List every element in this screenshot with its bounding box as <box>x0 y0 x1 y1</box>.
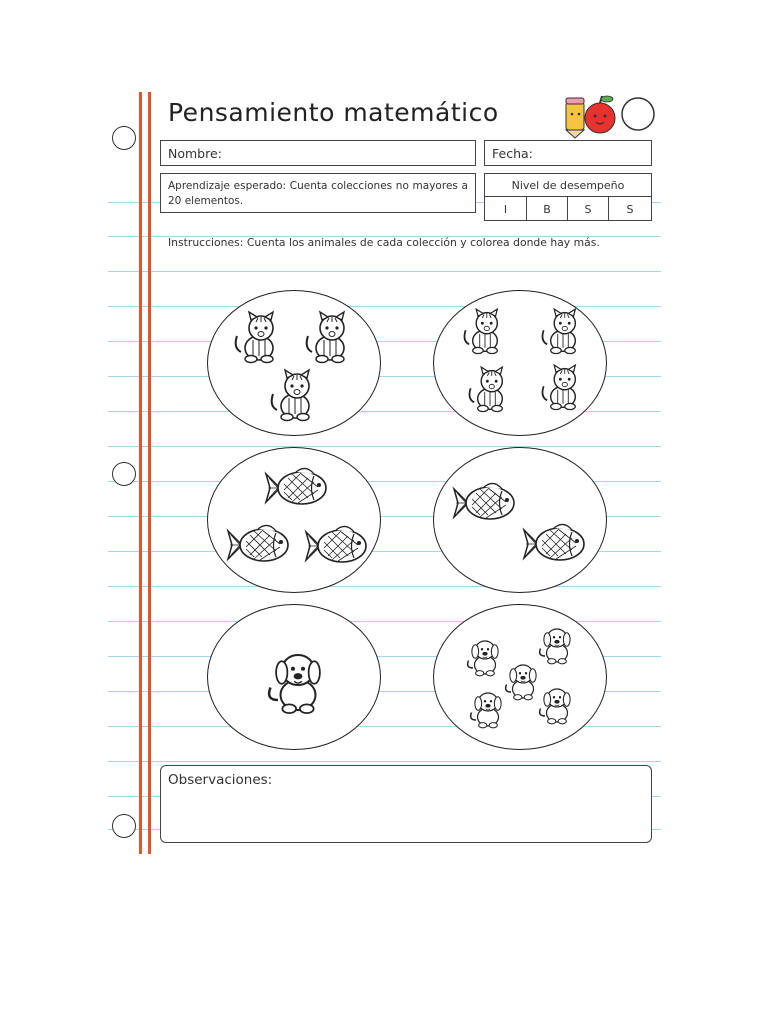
cat-icon <box>307 312 344 363</box>
level-cell-1[interactable]: I <box>485 197 527 221</box>
fish-icon <box>454 483 514 519</box>
date-label: Fecha: <box>492 146 533 161</box>
level-cell-2[interactable]: B <box>527 197 568 221</box>
level-cell-4[interactable]: S <box>626 202 634 216</box>
page-title: Pensamiento matemático <box>168 98 499 127</box>
instructions: Instrucciones: Cuenta los animales de cada colección y colorea donde hay más. <box>168 236 600 249</box>
cat-icon <box>272 370 309 421</box>
dog-icon <box>506 665 536 700</box>
dog-icon <box>540 629 570 664</box>
performance-title: Nivel de desempeño <box>485 174 651 197</box>
fish-icon <box>266 468 326 504</box>
fish-icon <box>524 524 584 560</box>
dog-icon <box>269 655 320 713</box>
expected-learning-text: Aprendizaje esperado: Cuenta colecciones no mayores a 20 elementos. <box>168 180 468 207</box>
dog-icon <box>468 641 498 676</box>
cat-icon <box>542 365 575 409</box>
cat-icon <box>542 309 575 353</box>
level-cell-3[interactable]: S <box>568 197 609 221</box>
observations-label: Observaciones: <box>168 772 273 788</box>
fish-icon <box>306 526 366 562</box>
name-label: Nombre: <box>168 146 222 161</box>
cat-icon <box>469 367 502 411</box>
observations-box[interactable] <box>160 765 652 843</box>
cat-icon <box>236 312 273 363</box>
fish-icon <box>228 525 288 561</box>
dog-icon <box>471 693 501 728</box>
cat-icon <box>464 309 497 353</box>
dog-icon <box>540 689 570 724</box>
